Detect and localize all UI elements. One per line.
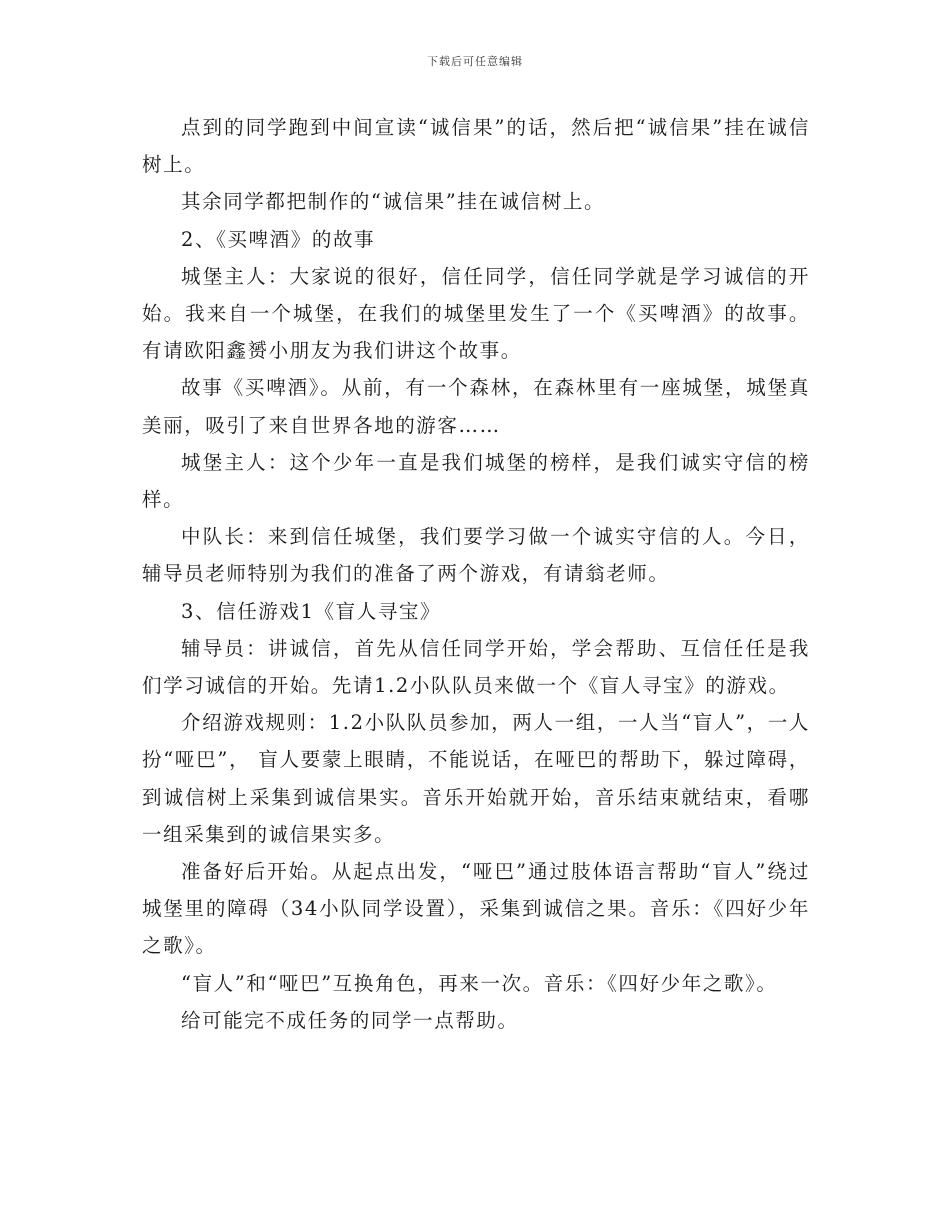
paragraph-9: 准备好后开始。从起点出发，“哑巴”通过肢体语言帮助“盲人”绕过城堡里的障碍（34小队同学设置），采集到诚信之果。音乐：《四好少年之歌》。	[142, 860, 810, 958]
paragraph-10: “盲人”和“哑巴”互换角色，再来一次。音乐：《四好少年之歌》。	[181, 971, 778, 995]
document-body	[142, 109, 810, 1039]
paragraph-11: 给可能完不成任务的同学一点帮助。	[181, 1008, 519, 1032]
paragraph-6: 中队长：来到信任城堡，我们要学习做一个诚实守信的人。今日，辅导员老师特别为我们的准备了两个游戏，有请翁老师。	[142, 525, 810, 586]
section-heading-3: 3、信任游戏1《盲人寻宝》	[181, 599, 442, 623]
paragraph-5: 城堡主人：这个少年一直是我们城堡的榜样，是我们诚实守信的榜样。	[142, 450, 810, 512]
paragraph-3: 城堡主人：大家说的很好，信任同学，信任同学就是学习诚信的开始。我来自一个城堡，在我们的城堡里发生了一个《买啤酒》的故事。有请欧阳鑫赟小朋友为我们讲这个故事。	[142, 264, 810, 363]
paragraph-8: 介绍游戏规则：1.2小队队员参加，两人一组，一人当“盲人”，一人扮“哑巴”， 盲人要蒙上眼睛，不能说话，在哑巴的帮助下，躲过障碍，到诚信树上采集到诚信果实。音乐开始就开始，音乐结束就结束，看哪一组采集到的诚信果实多。	[142, 711, 810, 846]
paragraph-4: 故事《买啤酒》。从前，有一个森林，在森林里有一座城堡，城堡真美丽，吸引了来自世界各地的游客……	[142, 376, 810, 437]
paragraph-2: 其余同学都把制作的“诚信果”挂在诚信树上。	[181, 190, 606, 214]
paragraph-1: 点到的同学跑到中间宣读“诚信果”的话，然后把“诚信果”挂在诚信树上。	[142, 116, 810, 177]
section-heading-2: 2、《买啤酒》的故事	[181, 227, 376, 251]
page-header: 下载后可任意编辑	[427, 55, 523, 68]
paragraph-7: 辅导员：讲诚信，首先从信任同学开始，学会帮助、互信任任是我们学习诚信的开始。先请1.2小队队员来做一个《盲人寻宝》的游戏。	[142, 636, 810, 698]
